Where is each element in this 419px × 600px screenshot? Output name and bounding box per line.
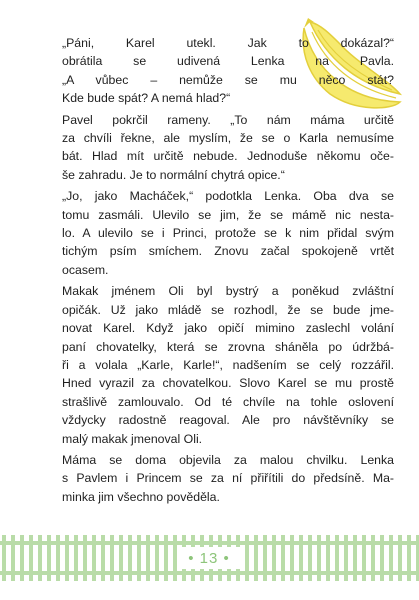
fence-picket [335,535,339,581]
fence-picket [47,535,51,581]
fence-picket [65,535,69,581]
paragraph [52,282,394,448]
page-number: • 13 • [177,547,241,569]
text-line: tichým psím smíchem. Znovu začal spokojeně vrtět [62,244,394,259]
fence-picket [308,535,312,581]
fence-picket [74,535,78,581]
fence-picket [281,535,285,581]
text-line: Hned vyrazil za chovatelkou. Slovo Karel se mu prostě [62,376,394,391]
fence-picket [326,535,330,581]
paragraph [52,187,394,279]
text-line: lo. A ulevilo se i Princi, protože se k nim přidal svým [62,226,394,241]
text-line: paní chovatelky, která se zrovna sháněla po údržbá- [62,339,394,354]
text-line: ři a volala „Karle, Karle!“, nadšením se celý rozzářil. [62,357,394,372]
fence-picket [83,535,87,581]
text-line: strašlivě zamlouvalo. Od té chvíle na tohle oslovení [62,394,394,409]
text-line: „A vůbec – nemůže se mu něco stát? [62,72,394,87]
text-line: še zahradu. Je to normální chytrá opice.“ [62,167,285,182]
fence-picket [2,535,6,581]
fence-picket [380,535,384,581]
fence-picket [371,535,375,581]
text-line: bát. Hlad mít určitě nebude. Jednoduše někomu oče- [62,149,394,164]
text-line: ocasem. [62,262,109,277]
fence-picket [110,535,114,581]
paragraph [52,451,394,506]
text-line: Pavel pokrčil rameny. „To nám máma určitě [62,112,394,127]
text-line: obrátila se udivená Lenka na Pavla. [62,54,394,69]
fence-picket [146,535,150,581]
story-text [52,34,394,506]
fence-picket [137,535,141,581]
text-line: minka jim všechno pověděla. [62,489,220,504]
text-line: „Jo, jako Macháček,“ podotkla Lenka. Oba dva se [62,189,394,204]
text-line: s Pavlem i Princem se za ní přiřítili do předsíně. Ma- [62,471,394,486]
text-line: malý makak jmenoval Oli. [62,431,203,446]
fence-picket [164,535,168,581]
text-line: novat Karel. Když jako opičí mimino zaslechl volání [62,321,394,336]
fence-picket [290,535,294,581]
fence-picket [353,535,357,581]
fence-picket [119,535,123,581]
fence-picket [11,535,15,581]
fence-picket [407,535,411,581]
fence-picket [155,535,159,581]
text-line: Makak jménem Oli byl bystrý a poněkud zvláštní [62,284,394,299]
text-line: tomu zasmáli. Ulevilo se jim, že se mámě nic nesta- [62,207,394,222]
fence-picket [128,535,132,581]
text-line: opičák. Už jako mládě se rozhodl, že se bude jme- [62,302,394,317]
fence-picket [299,535,303,581]
fence-picket [272,535,276,581]
fence-picket [101,535,105,581]
fence-picket [389,535,393,581]
fence-picket [29,535,33,581]
fence-picket [254,535,258,581]
text-line: vždycky radostně reagoval. Ale pro návštěvníky se [62,413,394,428]
fence-picket [398,535,402,581]
paragraph [52,111,394,185]
paragraph [52,34,394,108]
text-line: Máma se doma objevila za malou chvilku. Lenka [62,452,394,467]
text-line: Kde bude spát? A nemá hlad?“ [62,91,231,106]
fence-picket [20,535,24,581]
text-line: „Páni, Karel utekl. Jak to dokázal?“ [62,36,394,50]
fence-picket [317,535,321,581]
text-line: za chvíli řekne, ale myslím, že se o Karla nemusíme [62,131,394,146]
fence-picket [56,535,60,581]
fence-picket [245,535,249,581]
fence-picket [38,535,42,581]
fence-picket [344,535,348,581]
fence-picket [92,535,96,581]
fence-picket [263,535,267,581]
fence-picket [362,535,366,581]
